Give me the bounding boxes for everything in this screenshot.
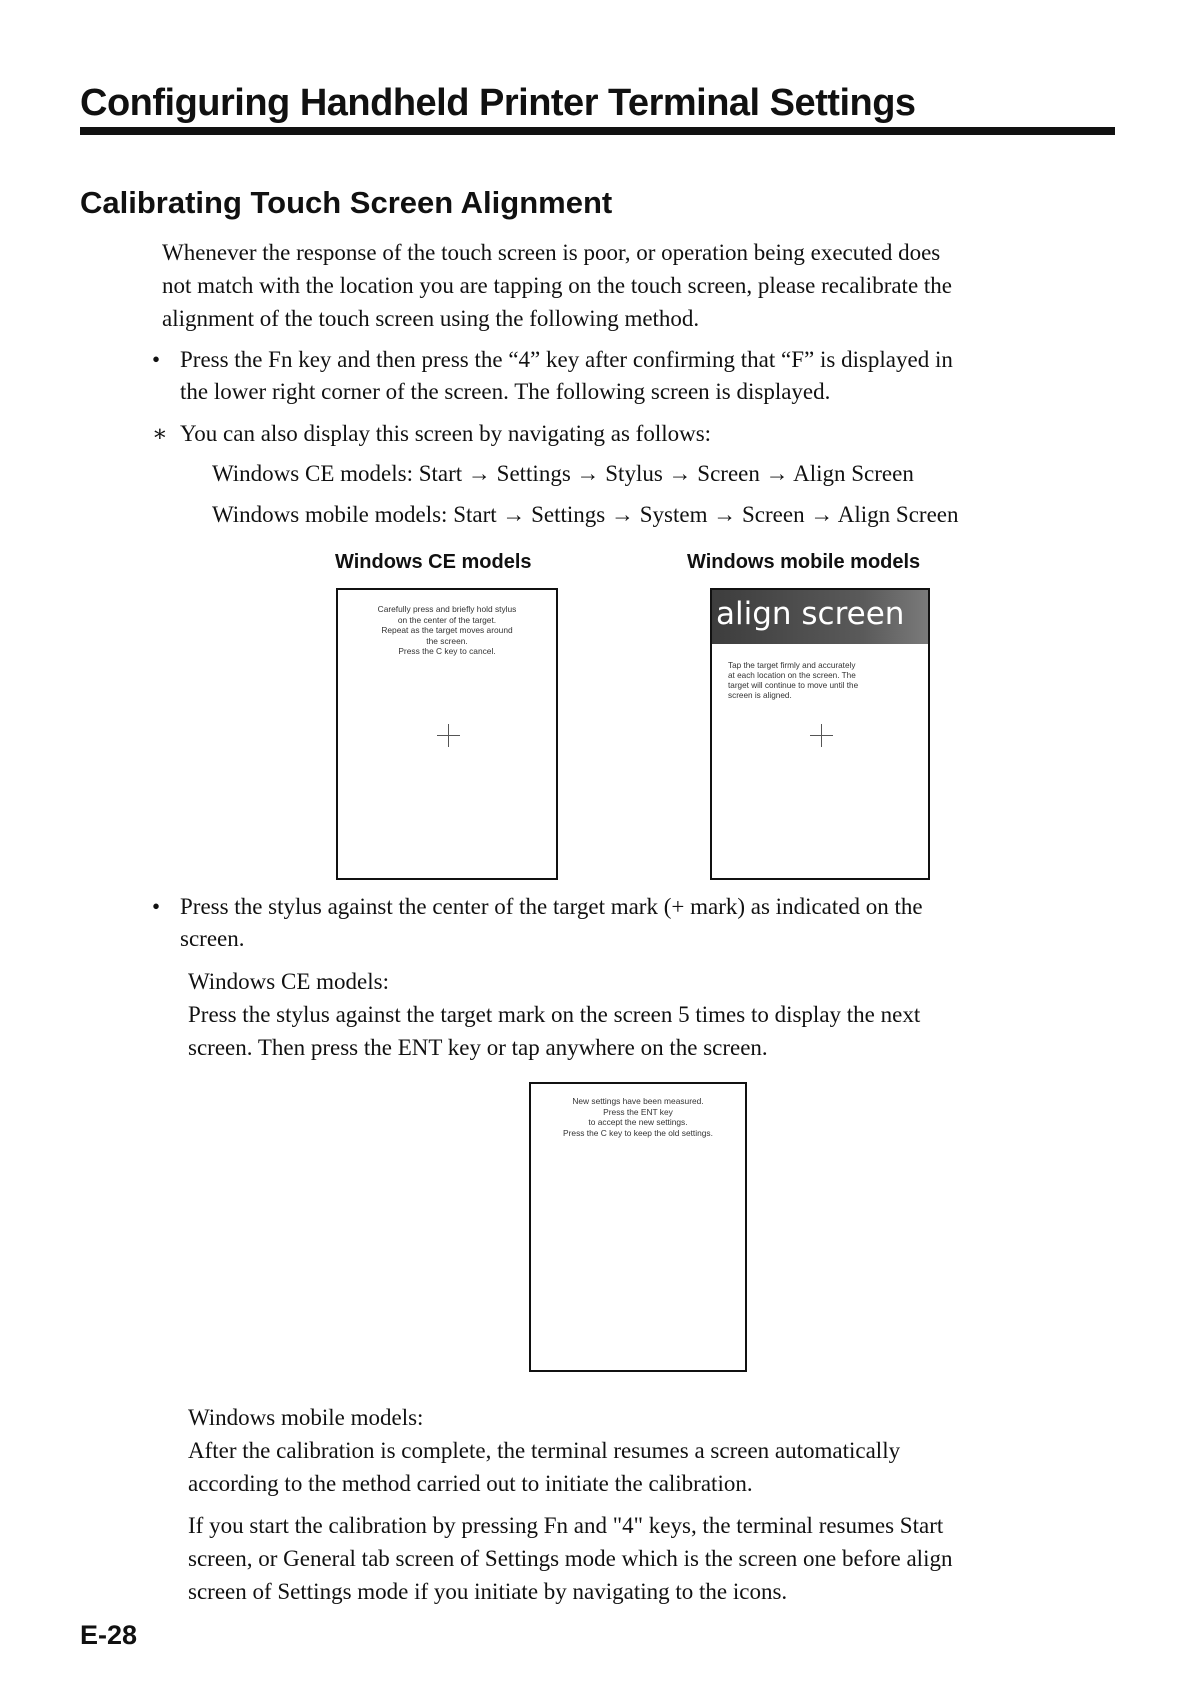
screen-text-line: the screen. <box>426 635 468 646</box>
screen-text-line: Press the ENT key <box>603 1106 673 1117</box>
screen-text-line: New settings have been measured. <box>572 1096 704 1106</box>
wm-screen-instructions <box>728 661 858 701</box>
ce-screen-instructions <box>338 604 556 657</box>
page-title: Configuring Handheld Printer Terminal Settings <box>80 82 916 124</box>
wm-line: If you start the calibration by pressing Fn and "4" keys, the terminal resumes Start <box>188 1513 944 1538</box>
page-number: E-28 <box>80 1620 138 1650</box>
bullet-fn-key <box>152 344 1122 408</box>
wm-line: according to the method carried out to initiate the calibration. <box>188 1471 753 1496</box>
wm-label: Windows mobile models: <box>188 1405 424 1430</box>
note-navigation <box>152 418 1122 450</box>
screen-text-line: target will continue to move until the <box>728 681 859 690</box>
bullet-line: Press the stylus against the center of the target mark (+ mark) as indicated on the <box>180 894 923 919</box>
bullet-press-stylus <box>152 891 1122 955</box>
ce-instruction-line: Press the stylus against the target mark on the screen 5 times to display the next <box>188 1002 921 1027</box>
wm-align-screen <box>710 588 930 880</box>
crosshair-icon <box>810 724 833 747</box>
wm-line: After the calibration is complete, the terminal resumes a screen automatically <box>188 1438 901 1463</box>
note-text: You can also display this screen by navigating as follows: <box>180 421 712 446</box>
bullet-line: the lower right corner of the screen. The following screen is displayed. <box>180 379 831 404</box>
wm-instructions <box>188 1401 1128 1608</box>
ce-calibration-screen <box>336 588 558 880</box>
intro-paragraph <box>162 236 1122 335</box>
crosshair-icon <box>437 724 460 747</box>
wm-navigation-path: Windows mobile models: Start → Settings → System → Screen → Align Screen <box>212 502 959 527</box>
bullet-line: screen. <box>180 926 245 951</box>
screen-text-line: Tap the target firmly and accurately <box>728 661 856 670</box>
caption-ce-models: Windows CE models <box>335 551 532 573</box>
intro-line: alignment of the touch screen using the following method. <box>162 306 700 331</box>
ce-navigation-path: Windows CE models: Start → Settings → Stylus → Screen → Align Screen <box>212 461 914 486</box>
screen-text-line: Repeat as the target moves around <box>381 625 513 635</box>
ce-result-screen <box>529 1082 747 1372</box>
section-title: Calibrating Touch Screen Alignment <box>80 185 613 220</box>
ce-instructions <box>188 965 1128 1064</box>
wm-line: screen, or General tab screen of Settings mode which is the screen one before align <box>188 1546 953 1571</box>
bullet-mark: • <box>152 894 161 919</box>
caption-wm-models: Windows mobile models <box>687 551 921 573</box>
ce-instruction-line: screen. Then press the ENT key or tap anywhere on the screen. <box>188 1035 768 1060</box>
intro-line: not match with the location you are tapping on the touch screen, please recalibrate the <box>162 273 953 298</box>
intro-line: Whenever the response of the touch screen is poor, or operation being executed does <box>162 240 941 265</box>
screen-text-line: screen is aligned. <box>728 691 792 700</box>
align-screen-title: align screen <box>716 596 905 632</box>
screen-text-line: Carefully press and briefly hold stylus <box>377 604 517 614</box>
align-screen-header <box>712 590 928 644</box>
screen-text-line: on the center of the target. <box>397 614 497 625</box>
ce-result-text <box>531 1096 745 1138</box>
title-rule <box>80 127 1115 135</box>
screen-text-line: Press the C key to keep the old settings. <box>563 1127 713 1138</box>
ce-label: Windows CE models: <box>188 969 389 994</box>
screen-text-line: to accept the new settings. <box>588 1117 688 1127</box>
wm-line: screen of Settings mode if you initiate by navigating to the icons. <box>188 1579 788 1604</box>
bullet-mark: • <box>152 347 161 372</box>
screen-text-line: at each location on the screen. The <box>728 671 856 680</box>
note-mark: ∗ <box>152 421 168 446</box>
bullet-line: Press the Fn key and then press the “4” key after confirming that “F” is displayed in <box>180 347 953 372</box>
screen-text-line: Press the C key to cancel. <box>398 646 496 656</box>
